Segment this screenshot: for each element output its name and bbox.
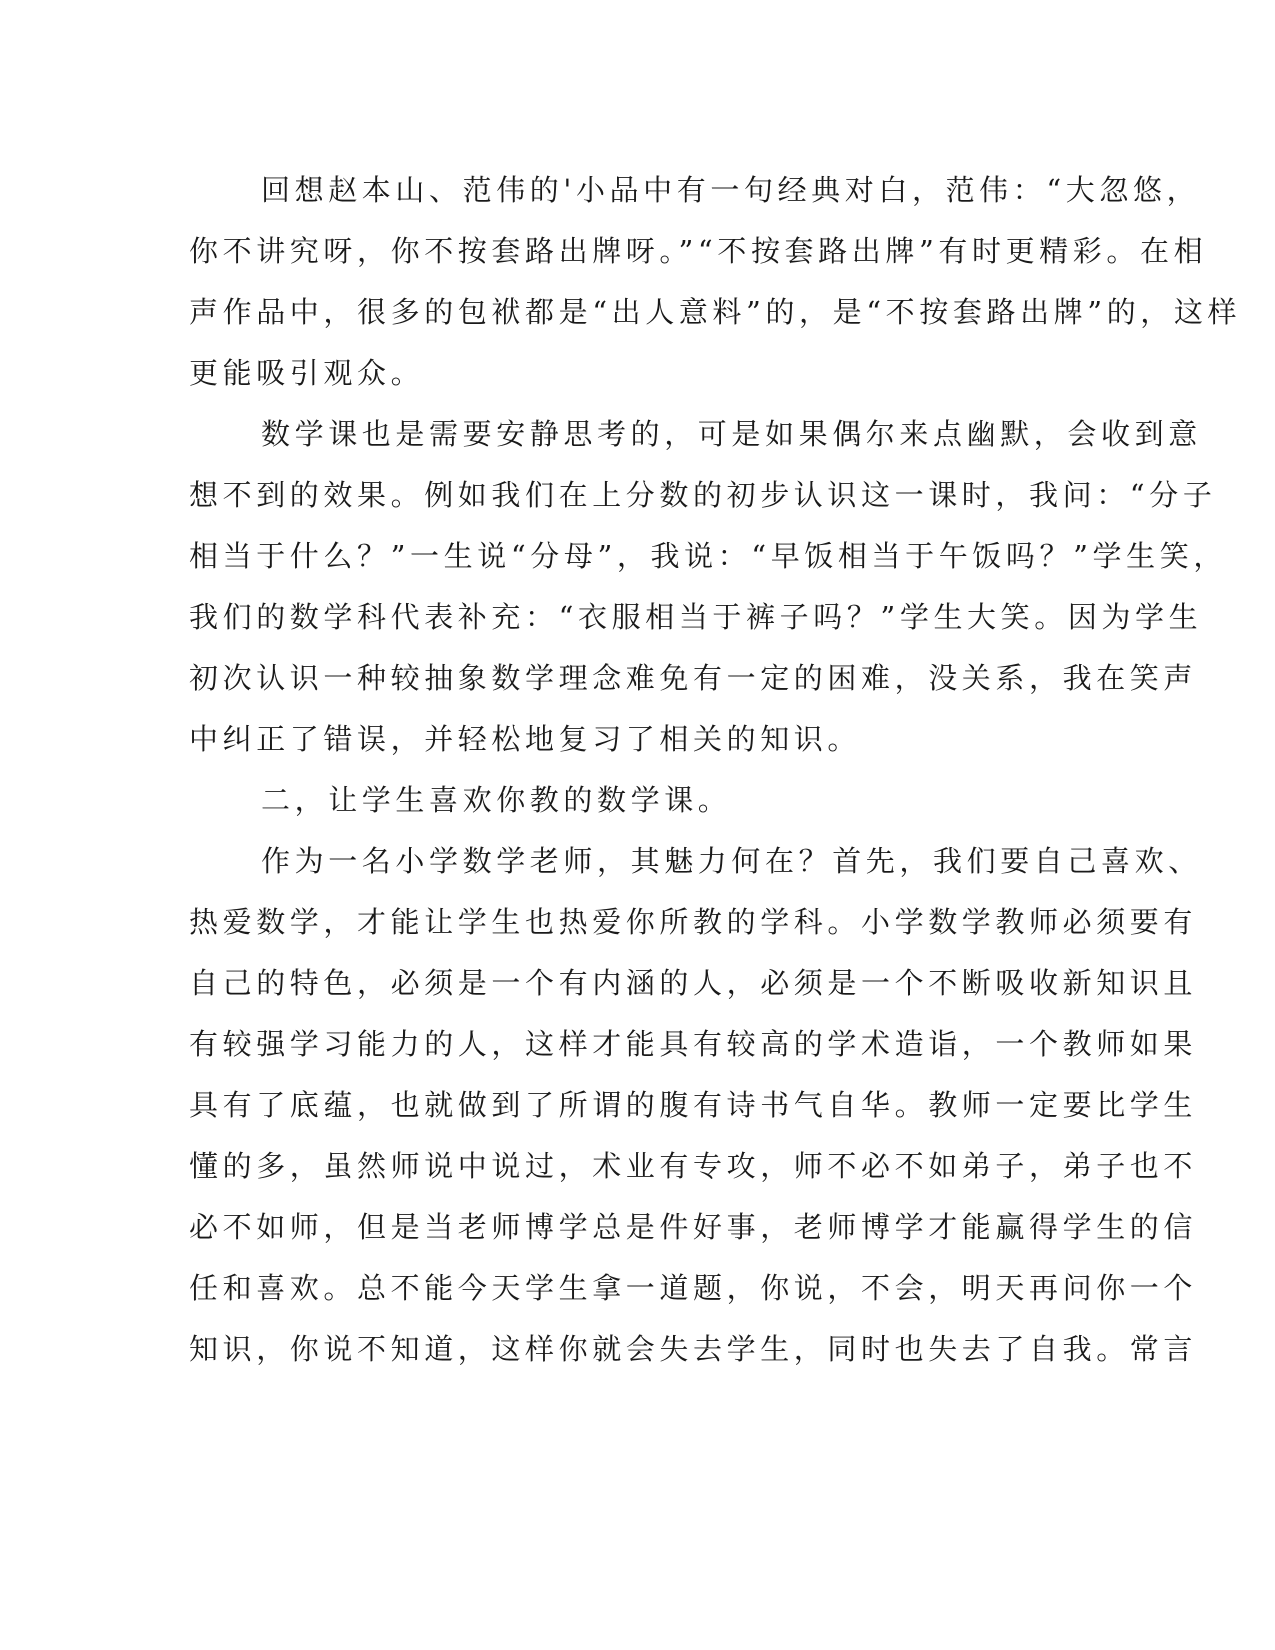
section-heading: 二，让学生喜欢你教的数学课。 xyxy=(261,783,732,817)
paragraph-1-line-2: 你不讲究呀，你不按套路出牌呀。”“不按套路出牌”有时更精彩。在相 xyxy=(189,234,1208,268)
paragraph-3-line-2: 热爱数学，才能让学生也热爱你所教的学科。小学数学教师必须要有 xyxy=(189,905,1198,939)
paragraph-2-line-1: 数学课也是需要安静思考的，可是如果偶尔来点幽默，会收到意 xyxy=(261,417,1202,451)
paragraph-2-line-4: 我们的数学科代表补充：“衣服相当于裤子吗？”学生大笑。因为学生 xyxy=(189,600,1203,634)
paragraph-1-line-4: 更能吸引观众。 xyxy=(189,356,425,390)
paragraph-3-line-9: 知识，你说不知道，这样你就会失去学生，同时也失去了自我。常言 xyxy=(189,1332,1198,1366)
paragraph-2-line-2: 想不到的效果。例如我们在上分数的初步认识这一课时，我问：“分子 xyxy=(189,478,1217,512)
paragraph-2-line-5: 初次认识一种较抽象数学理念难免有一定的困难，没关系，我在笑声 xyxy=(189,661,1198,695)
paragraph-3-line-5: 具有了底蕴，也就做到了所谓的腹有诗书气自华。教师一定要比学生 xyxy=(189,1088,1198,1122)
paragraph-2-line-3: 相当于什么？”一生说“分母”，我说：“早饭相当于午饭吗？”学生笑， xyxy=(189,539,1227,573)
paragraph-3-line-1: 作为一名小学数学老师，其魅力何在？首先，我们要自己喜欢、 xyxy=(261,844,1202,878)
paragraph-3-line-7: 必不如师，但是当老师博学总是件好事，老师博学才能赢得学生的信 xyxy=(189,1210,1198,1244)
paragraph-2-line-6: 中纠正了错误，并轻松地复习了相关的知识。 xyxy=(189,722,862,756)
paragraph-3-line-3: 自己的特色，必须是一个有内涵的人，必须是一个不断吸收新知识且 xyxy=(189,966,1198,1000)
paragraph-3-line-8: 任和喜欢。总不能今天学生拿一道题，你说，不会，明天再问你一个 xyxy=(189,1271,1198,1305)
paragraph-1-line-3: 声作品中，很多的包袱都是“出人意料”的，是“不按套路出牌”的，这样 xyxy=(189,295,1242,329)
paragraph-3-line-4: 有较强学习能力的人，这样才能具有较高的学术造诣，一个教师如果 xyxy=(189,1027,1198,1061)
paragraph-3-line-6: 懂的多，虽然师说中说过，术业有专攻，师不必不如弟子，弟子也不 xyxy=(189,1149,1198,1183)
paragraph-1-line-1: 回想赵本山、范伟的'小品中有一句经典对白，范伟：“大忽悠， xyxy=(261,173,1201,207)
body-text xyxy=(189,160,1242,1380)
